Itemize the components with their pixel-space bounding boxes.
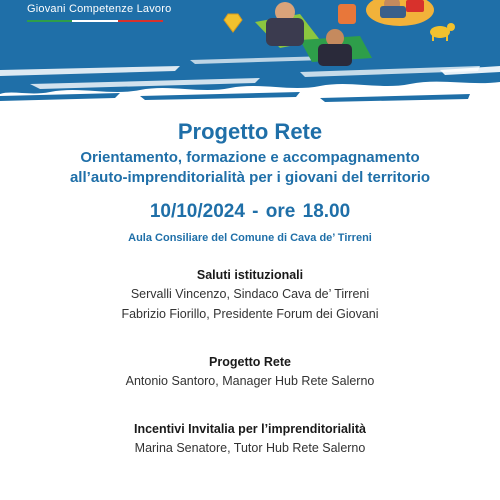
- banner-graphic: [0, 0, 500, 110]
- brand-tagline: Giovani Competenze Lavoro: [27, 3, 172, 15]
- speaker-line: Marina Senatore, Tutor Hub Rete Salerno: [134, 441, 366, 455]
- italian-flag-stripe: [27, 20, 163, 22]
- event-title: Progetto Rete: [177, 119, 323, 144]
- program-section-project: [0, 354, 500, 391]
- event-content: [0, 118, 500, 458]
- section-title: Incentivi Invitalia per l’imprenditorialità: [133, 422, 366, 436]
- speaker-line: Fabrizio Fiorillo, Presidente Forum dei Giovani: [121, 307, 379, 321]
- program-section-incentives: [0, 421, 500, 458]
- speaker-line: Antonio Santoro, Manager Hub Rete Salerno: [125, 374, 375, 388]
- section-title: Saluti istituzionali: [196, 268, 304, 282]
- event-subtitle-line-2: all’auto-imprenditorialità per i giovani del territorio: [69, 169, 431, 186]
- event-venue: Aula Consiliare del Comune di Cava de’ Tirreni: [128, 232, 372, 244]
- event-subtitle-line-1: Orientamento, formazione e accompagnamento: [80, 149, 420, 166]
- section-title: Progetto Rete: [209, 355, 291, 369]
- header-banner: [0, 0, 500, 110]
- event-datetime: 10/10/2024 - ore 18.00: [149, 201, 351, 222]
- speaker-line: Servalli Vincenzo, Sindaco Cava de’ Tirreni: [130, 287, 370, 301]
- program-section-greetings: [0, 267, 500, 324]
